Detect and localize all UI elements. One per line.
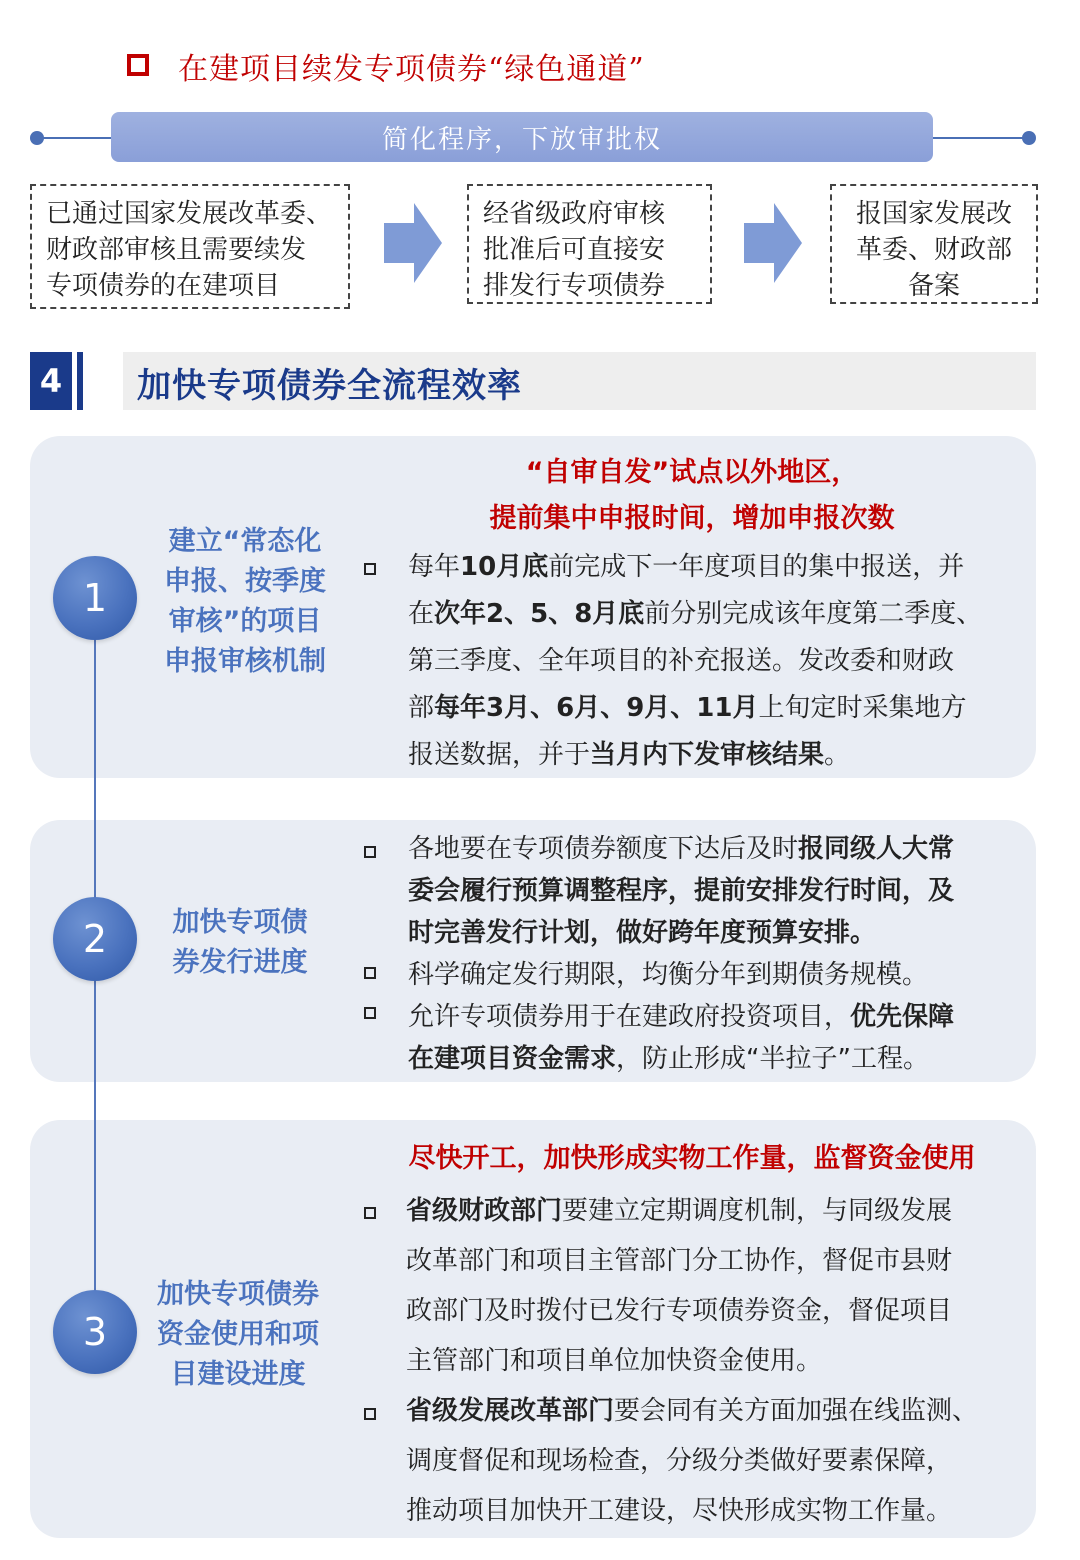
item2-line	[408, 870, 954, 912]
flow-box-1-line: 已通过国家发展改革委、	[46, 199, 333, 229]
item2-body	[408, 828, 954, 1080]
item3-line	[406, 1436, 978, 1486]
bold-text: 报同级人大常	[798, 834, 955, 864]
item3-line	[406, 1486, 978, 1536]
item3-line	[406, 1286, 978, 1336]
item1-line	[408, 544, 982, 591]
bold-text: 在建项目资金需求	[408, 1044, 617, 1074]
text: 调度督促和现场检查，分级分类做好要素保障，	[406, 1446, 953, 1476]
step-circle-1: 1	[53, 556, 137, 640]
text: 报送数据，并于	[408, 740, 591, 770]
item1-label-line: 申报审核机制	[164, 646, 326, 677]
banner-simplify	[111, 112, 933, 162]
banner-text: 简化程序，下放审批权	[381, 124, 662, 155]
bold-text: 优先保障	[850, 1002, 955, 1032]
bold-text: 10月底	[460, 552, 549, 582]
item1-heading	[392, 450, 992, 542]
item1-body	[408, 544, 982, 779]
item1-label-line: 审核”的项目	[168, 606, 322, 637]
line-dot-right-icon	[1022, 131, 1036, 145]
flow-box-2-line: 排发行专项债券	[483, 271, 666, 301]
step-circle-3: 3	[53, 1290, 137, 1374]
item2-label	[150, 903, 330, 983]
text: 前完成下一年度项目的集中报送，并	[548, 552, 965, 582]
bold-text: 当月内下发审核结果	[590, 740, 825, 770]
text: 政部门及时拨付已发行专项债券资金，督促项目	[406, 1296, 953, 1326]
item3-line	[406, 1236, 978, 1286]
text: 要建立定期调度机制，与同级发展	[562, 1196, 953, 1226]
item3-line	[406, 1386, 978, 1436]
bullet-icon	[364, 1007, 376, 1019]
text: 在	[408, 599, 435, 629]
text: 各地要在专项债券额度下达后及时	[408, 834, 799, 864]
flow-box-2	[467, 184, 712, 304]
flow-box-2-line: 经省级政府审核	[483, 199, 666, 229]
item2-label-line: 加快专项债	[172, 907, 308, 938]
flow-box-2-line: 批准后可直接安	[483, 235, 666, 265]
item1-heading-line: “自审自发”试点以外地区，	[525, 457, 859, 488]
text: ，防止形成“半拉子”工程。	[616, 1044, 929, 1074]
item3-heading: 尽快开工，加快形成实物工作量，监督资金使用	[408, 1143, 976, 1174]
item1-label-line: 申报、按季度	[164, 566, 326, 597]
text: 每年	[408, 552, 461, 582]
item3-label	[143, 1275, 333, 1395]
line-left	[37, 137, 117, 139]
item2-line	[408, 1038, 954, 1080]
item3-label-line: 目建设进度	[170, 1359, 306, 1390]
text: 允许专项债券用于在建政府投资项目，	[408, 1002, 851, 1032]
text: 推动项目加快开工建设，尽快形成实物工作量。	[406, 1496, 953, 1526]
bold-text: 时完善发行计划，做好跨年度预算安排。	[408, 918, 877, 948]
timeline-line	[94, 620, 96, 1360]
section-number: 4	[30, 352, 72, 410]
bullet-icon	[364, 563, 376, 575]
text: 前分别完成该年度第二季度、	[644, 599, 983, 629]
bold-text: 省级财政部门	[406, 1196, 563, 1226]
flow-box-3-line: 报国家发展改	[855, 199, 1012, 229]
item1-line	[408, 732, 982, 779]
item1-label-line: 建立“常态化	[168, 526, 322, 557]
square-bullet-icon	[127, 54, 149, 76]
item2-line	[408, 996, 954, 1038]
bullet-icon	[364, 1408, 376, 1420]
flow-box-1	[30, 184, 350, 309]
line-right	[928, 137, 1028, 139]
text: 部	[408, 693, 435, 723]
item2-line	[408, 954, 954, 996]
step-circle-2: 2	[53, 897, 137, 981]
text: 。	[824, 740, 851, 770]
bold-text: 每年3月、6月、9月、11月	[434, 693, 759, 723]
item3-label-line: 加快专项债券	[157, 1279, 319, 1310]
item3-line	[406, 1336, 978, 1386]
section-title: 加快专项债券全流程效率	[137, 366, 522, 406]
item2-line	[408, 912, 954, 954]
text: 第三季度、全年项目的补充报送。发改委和财政	[408, 646, 955, 676]
text: 上旬定时采集地方	[758, 693, 967, 723]
bold-text: 次年2、5、8月底	[434, 599, 645, 629]
item2-line	[408, 828, 954, 870]
text: 要会同有关方面加强在线监测、	[614, 1396, 979, 1426]
flow-box-3-line: 备案	[907, 271, 960, 301]
item3-body	[406, 1186, 978, 1536]
item2-label-line: 券发行进度	[172, 947, 308, 978]
bold-text: 省级发展改革部门	[406, 1396, 615, 1426]
text: 主管部门和项目单位加快资金使用。	[406, 1346, 823, 1376]
item3-label-line: 资金使用和项	[157, 1319, 319, 1350]
item1-line	[408, 685, 982, 732]
flow-box-3-line: 革委、财政部	[855, 235, 1012, 265]
item3-line	[406, 1186, 978, 1236]
text: 改革部门和项目主管部门分工协作，督促市县财	[406, 1246, 953, 1276]
arrow-right-icon	[384, 203, 442, 283]
item1-label	[150, 522, 340, 682]
item1-line	[408, 638, 982, 685]
text: 科学确定发行期限，均衡分年到期债务规模。	[408, 960, 929, 990]
green-channel-title: 在建项目续发专项债券“绿色通道”	[178, 52, 645, 87]
section-number-bar	[77, 352, 83, 410]
item1-heading-line: 提前集中申报时间，增加申报次数	[489, 503, 895, 534]
flow-box-1-line: 财政部审核且需要续发	[46, 235, 307, 265]
flow-box-1-line: 专项债券的在建项目	[46, 271, 281, 301]
bullet-icon	[364, 846, 376, 858]
arrow-right-icon	[744, 203, 802, 283]
bold-text: 委会履行预算调整程序，提前安排发行时间，及	[408, 876, 955, 906]
item1-line	[408, 591, 982, 638]
flow-box-3	[830, 184, 1038, 304]
bullet-icon	[364, 967, 376, 979]
bullet-icon	[364, 1207, 376, 1219]
